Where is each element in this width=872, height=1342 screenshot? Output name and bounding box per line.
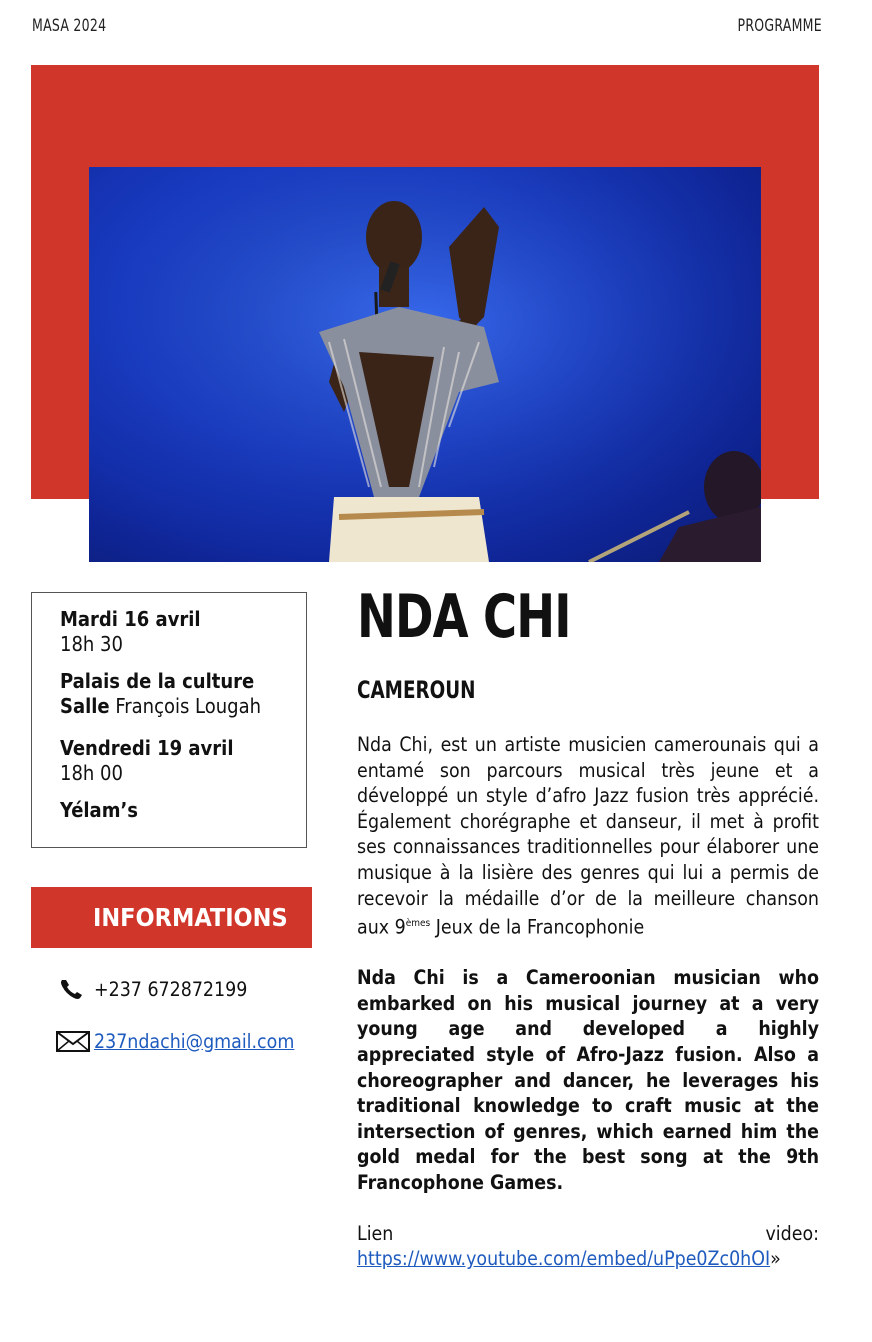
schedule-box (31, 592, 307, 848)
envelope-icon (56, 1028, 92, 1054)
phone-icon (56, 976, 92, 1002)
informations-banner: INFORMATIONS (31, 887, 312, 948)
phone-number: +237 672872199 (94, 977, 248, 1001)
email-link[interactable]: 237ndachi@gmail.com (94, 1029, 295, 1053)
description-fr: Nda Chi, est un artiste musicien camerounais qui a entamé son parcours musical très jeune et a développé un style d’afro Jazz fusion très apprécié. Également chorégraphe et danseur, il met à profit ses connaissances traditionnelles pour élaborer une musique à la lisière des genres qui lui a permis de recevoir la médaille d’or de la meilleure chanson aux 9èmes Jeux de la Francophonie (357, 733, 819, 939)
video-line: Lien video: https://www.youtube.com/embed/uPpe0Zc0hOI» (357, 1221, 819, 1271)
phone-row (56, 976, 247, 1002)
venue-1: Palais de la culture (60, 669, 255, 693)
header-left: MASA 2024 (32, 16, 107, 36)
description-en: Nda Chi is a Cameroonian musician who embarked on his musical journey at a very young age and developed a highly appreciated style of Afro-Jazz fusion. Also a choreographer and dancer, he leverages his traditional knowledge to craft music at the intersection of genres, which earned him the gold medal for the best song at the 9th Francophone Games. (357, 966, 819, 1194)
venue-2: Yélam’s (60, 798, 138, 822)
artist-photo (89, 167, 761, 562)
room-name: François Lougah (109, 694, 261, 718)
email-row (56, 1028, 294, 1054)
header-right: PROGRAMME (737, 16, 822, 36)
artist-country: CAMEROUN (357, 676, 476, 704)
artist-name: NDA CHI (357, 582, 571, 652)
time-2: 18h 00 (60, 761, 123, 785)
room-label: Salle (60, 694, 110, 718)
time-1: 18h 30 (60, 632, 123, 656)
video-link[interactable]: https://www.youtube.com/embed/uPpe0Zc0hOI (357, 1247, 771, 1271)
date-1: Mardi 16 avril (60, 607, 201, 631)
date-2: Vendredi 19 avril (60, 736, 234, 760)
description (357, 732, 819, 1272)
video-label: Lien video: (357, 1221, 819, 1245)
